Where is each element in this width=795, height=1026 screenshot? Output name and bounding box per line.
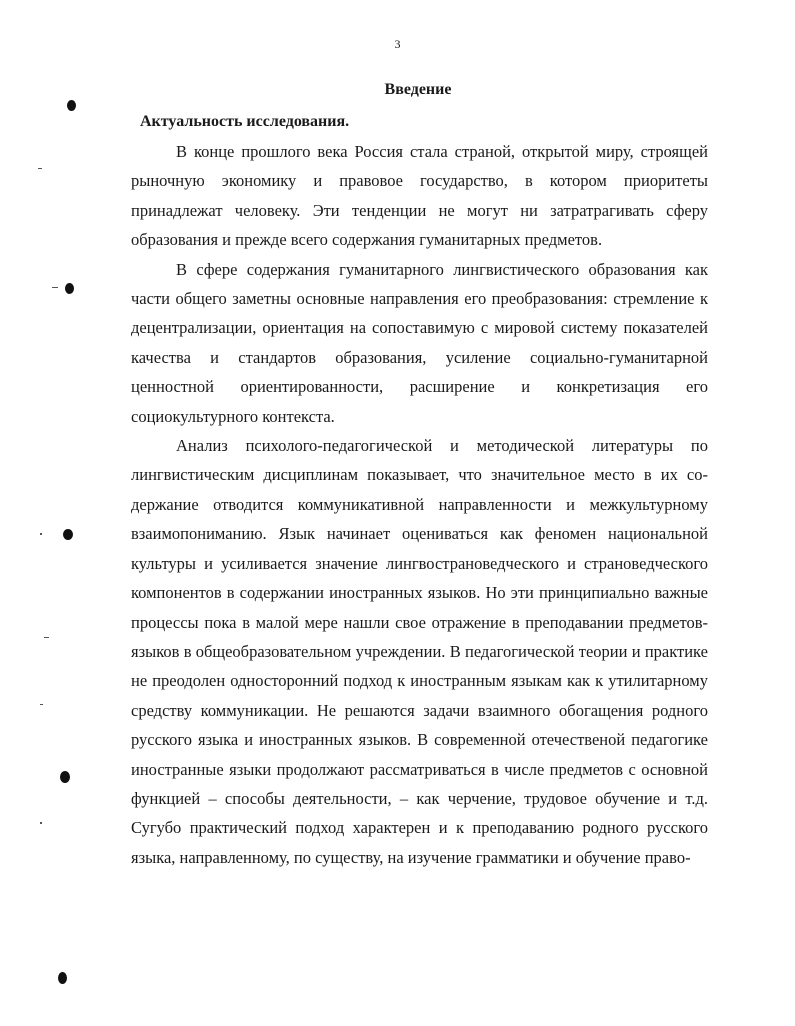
section-title: Введение: [384, 81, 452, 98]
paragraph: В сфере содержания гуманитарного лингвистического образования как части общего заметны основные направления его преобразования: стремление к децентрализации, ориентация на сопоставимую с мировой систему показателей качества и стандартов образования, усиление социально-гуманитарной ценностной ориентированности, расширение и конкретизация его социокультурного контекста.: [131, 259, 708, 426]
scan-speck: [38, 168, 42, 169]
punch-hole-mark: [65, 283, 74, 294]
body-text: [131, 137, 708, 872]
section-subtitle: Актуальность исследования.: [140, 113, 350, 130]
scan-speck: [40, 822, 42, 824]
page-number: 3: [394, 37, 401, 51]
scan-speck: [40, 704, 43, 705]
punch-hole-mark: [67, 100, 76, 111]
paragraph: В конце прошлого века Россия стала страной, открытой миру, строящей рыночную экономику и правовое государство, в котором приоритеты принадлежат человеку. Эти тенденции не могут ни затратрагивать сферу образования и прежде всего содержания гуманитарных предметов.: [131, 142, 708, 250]
scan-speck: [40, 533, 42, 535]
scan-speck: [52, 287, 58, 288]
punch-hole-mark: [63, 529, 73, 540]
punch-hole-mark: [58, 972, 67, 984]
paragraph: Анализ психолого-педагогической и методической литературы по лингвистическим дисциплинам показывает, что значительное место в их содержание отводится коммуникативной направленности и межкультурному взаимопониманию. Язык начинает оцениваться как феномен национальной культуры и усиливается значение лингвострановедческого и страноведческого компонентов в содержании иностранных языков. Но эти принципиально важные процессы пока в малой мере нашли свое отражение в преподавании предметов-языков в общеобразовательном учреждении. В педагогической теории и практике не преодолен односторонний подход к иностранным языкам как к утилитарному средству коммуникации. Не решаются задачи взаимного обогащения родного русского языка и иностранных языков. В современной отечественой педагогике иностранные языки продолжают рассматриваться в числе предметов с основной функцией – способы деятельности, – как черчение, трудовое обучение и т.д. Сугубо практический подход характерен и к преподаванию родного русского языка, направленному, по существу, на изучение грамматики и обучение право-: [131, 436, 708, 867]
punch-hole-mark: [60, 771, 70, 783]
scan-speck: [44, 637, 49, 638]
